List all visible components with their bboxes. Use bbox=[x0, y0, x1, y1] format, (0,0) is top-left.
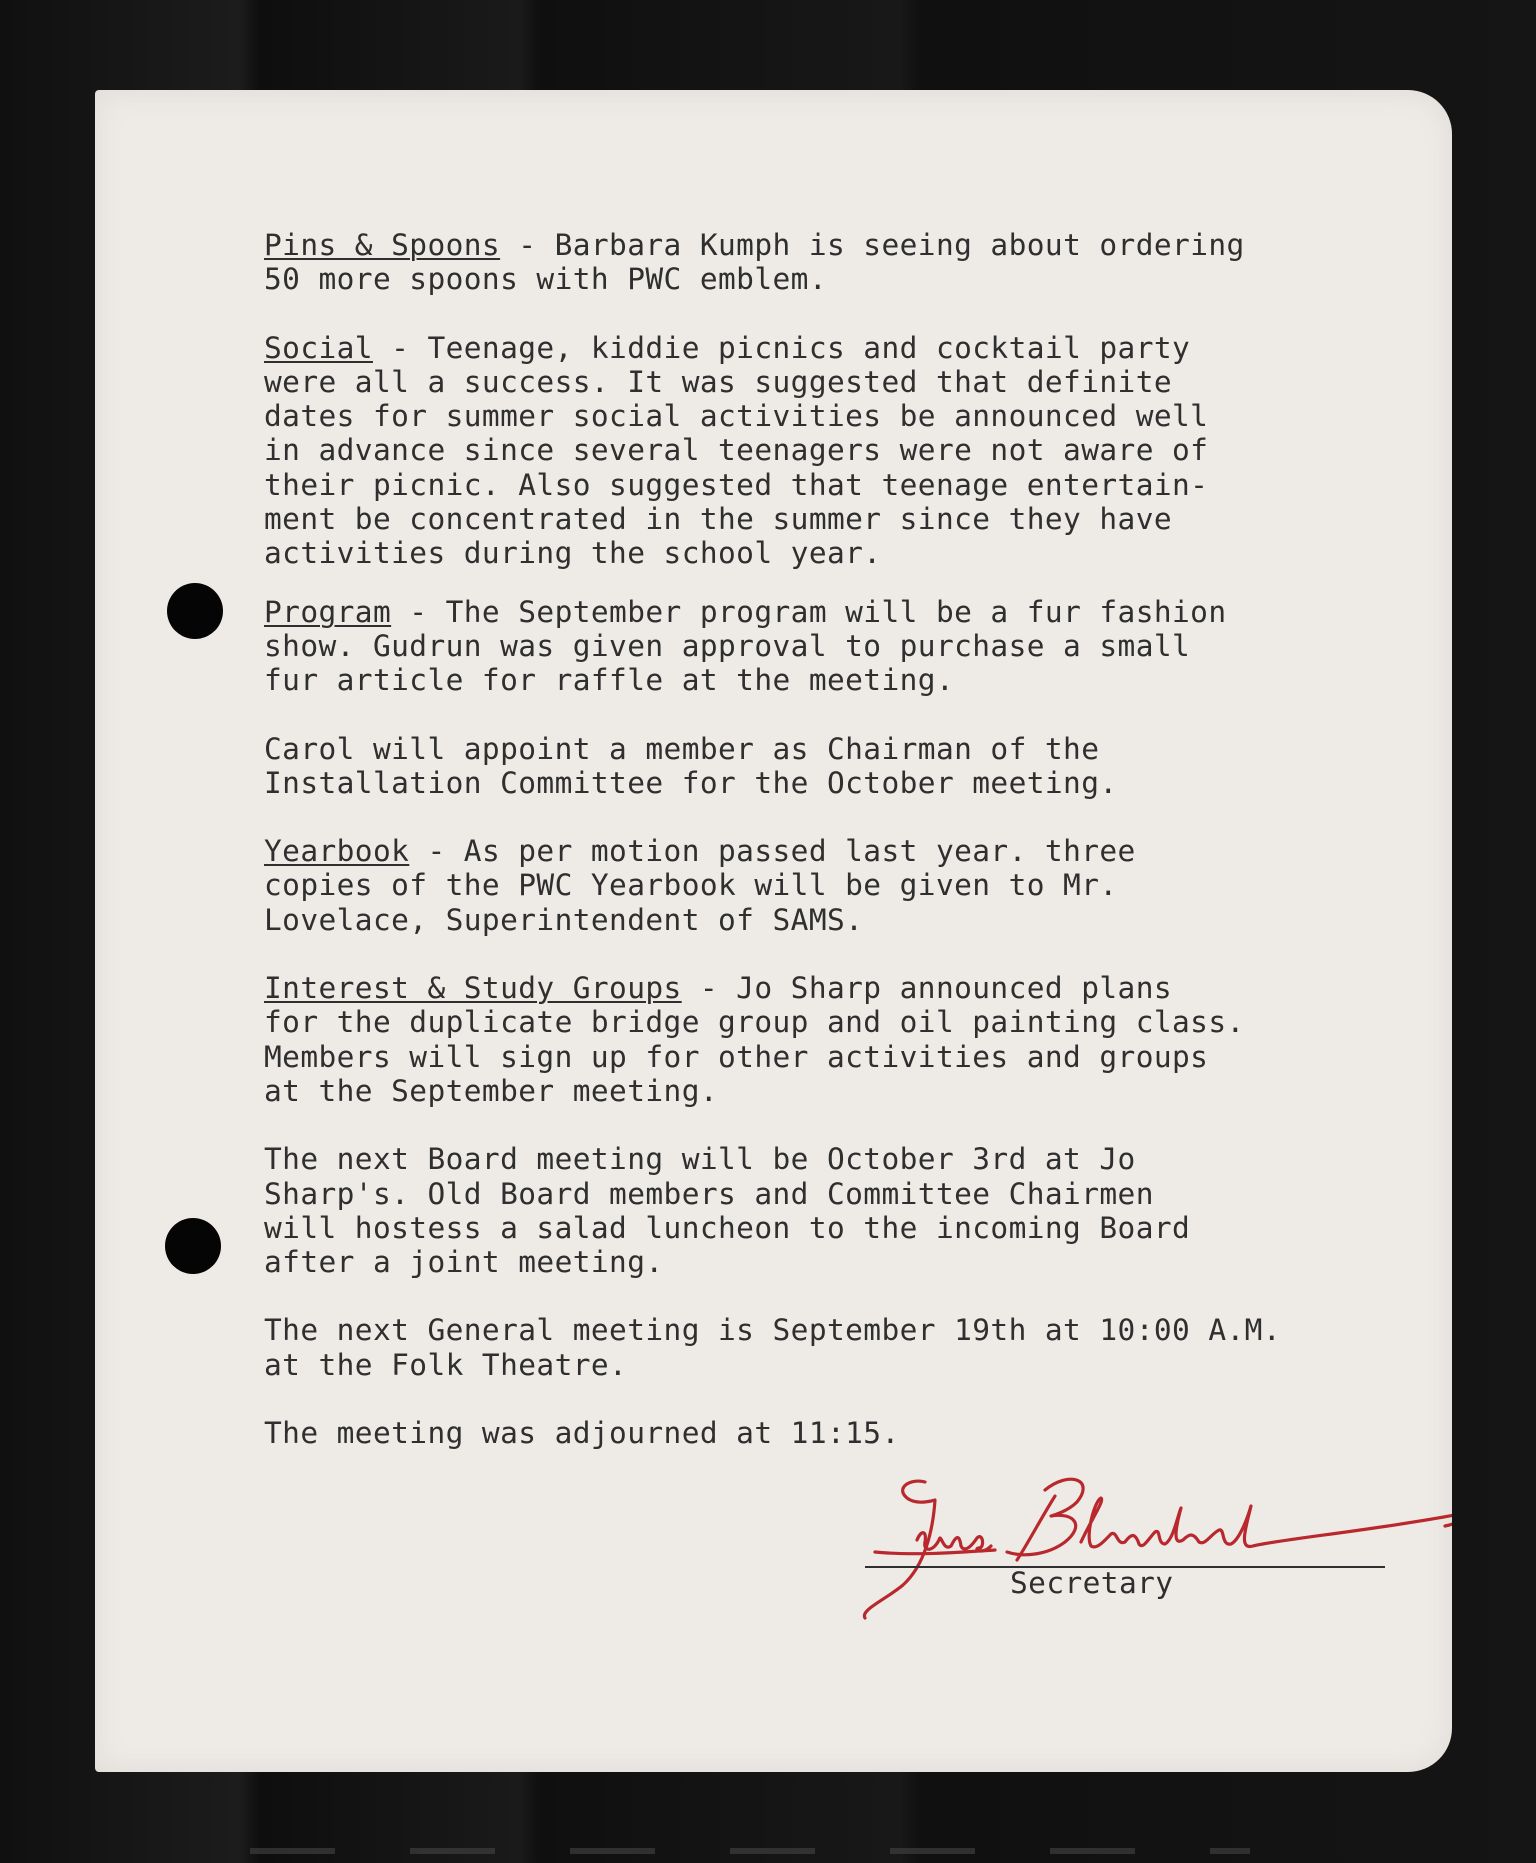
carol-line: Installation Committee for the October meeting. bbox=[264, 765, 1118, 800]
interest-line-1 bbox=[264, 971, 1444, 1005]
social-line: their picnic. Also suggested that teenage entertain- bbox=[264, 467, 1209, 502]
pins-spoons-line-1 bbox=[264, 228, 1444, 262]
pins-spoons-line-2: 50 more spoons with PWC emblem. bbox=[264, 262, 827, 297]
general-section bbox=[264, 1313, 1444, 1382]
document-page bbox=[95, 90, 1452, 1772]
punch-hole-lower bbox=[165, 1218, 221, 1274]
punch-hole-upper bbox=[167, 583, 223, 639]
social-text: - Teenage, kiddie picnics and cocktail party bbox=[372, 330, 1191, 365]
yearbook-line-1 bbox=[264, 834, 1444, 868]
board-line: Sharp's. Old Board members and Committee Chairmen bbox=[264, 1176, 1154, 1211]
yearbook-section bbox=[264, 834, 1444, 937]
signature-title: Secretary bbox=[1010, 1566, 1174, 1600]
carol-line: Carol will appoint a member as Chairman of the bbox=[264, 731, 1100, 766]
board-line: after a joint meeting. bbox=[264, 1245, 664, 1280]
pins-spoons-heading: Pins & Spoons bbox=[264, 228, 501, 262]
adjourned-line: The meeting was adjourned at 11:15. bbox=[264, 1416, 900, 1451]
program-line: show. Gudrun was given approval to purchase a small bbox=[264, 628, 1191, 663]
carol-section bbox=[264, 732, 1444, 801]
interest-line: for the duplicate bridge group and oil painting class. bbox=[264, 1005, 1245, 1040]
program-line-1 bbox=[264, 595, 1444, 629]
social-line: were all a success. It was suggested that definite bbox=[264, 364, 1173, 399]
pins-spoons-text: - Barbara Kumph is seeing about ordering bbox=[500, 228, 1245, 262]
interest-line: at the September meeting. bbox=[264, 1073, 719, 1108]
program-heading: Program bbox=[264, 594, 392, 629]
board-line: The next Board meeting will be October 3rd at Jo bbox=[264, 1142, 1136, 1177]
yearbook-text: - As per motion passed last year. three bbox=[409, 834, 1136, 869]
social-line: activities during the school year. bbox=[264, 536, 882, 571]
board-section bbox=[264, 1142, 1444, 1279]
social-line-1 bbox=[264, 331, 1444, 365]
board-line: will hostess a salad luncheon to the incoming Board bbox=[264, 1210, 1191, 1245]
program-text: - The September program will be a fur fashion bbox=[391, 594, 1227, 629]
social-line: in advance since several teenagers were not aware of bbox=[264, 433, 1209, 468]
general-line: The next General meeting is September 19th at 10:00 A.M. bbox=[264, 1313, 1281, 1348]
social-section bbox=[264, 331, 1444, 571]
social-heading: Social bbox=[264, 330, 373, 365]
pins-spoons-section bbox=[264, 228, 1444, 297]
interest-line: Members will sign up for other activities and groups bbox=[264, 1039, 1209, 1074]
yearbook-heading: Yearbook bbox=[264, 834, 410, 869]
program-line: fur article for raffle at the meeting. bbox=[264, 663, 955, 698]
backdrop-marks bbox=[250, 1848, 1250, 1854]
interest-text: - Jo Sharp announced plans bbox=[681, 971, 1173, 1006]
social-line: dates for summer social activities be announced well bbox=[264, 399, 1209, 434]
minutes-body bbox=[264, 228, 1444, 1450]
yearbook-line: copies of the PWC Yearbook will be given to Mr. bbox=[264, 868, 1118, 903]
interest-heading: Interest & Study Groups bbox=[264, 971, 682, 1006]
program-section bbox=[264, 595, 1444, 698]
social-line: ment be concentrated in the summer since they have bbox=[264, 502, 1173, 537]
general-line: at the Folk Theatre. bbox=[264, 1347, 628, 1382]
yearbook-line: Lovelace, Superintendent of SAMS. bbox=[264, 902, 864, 937]
interest-section bbox=[264, 971, 1444, 1108]
